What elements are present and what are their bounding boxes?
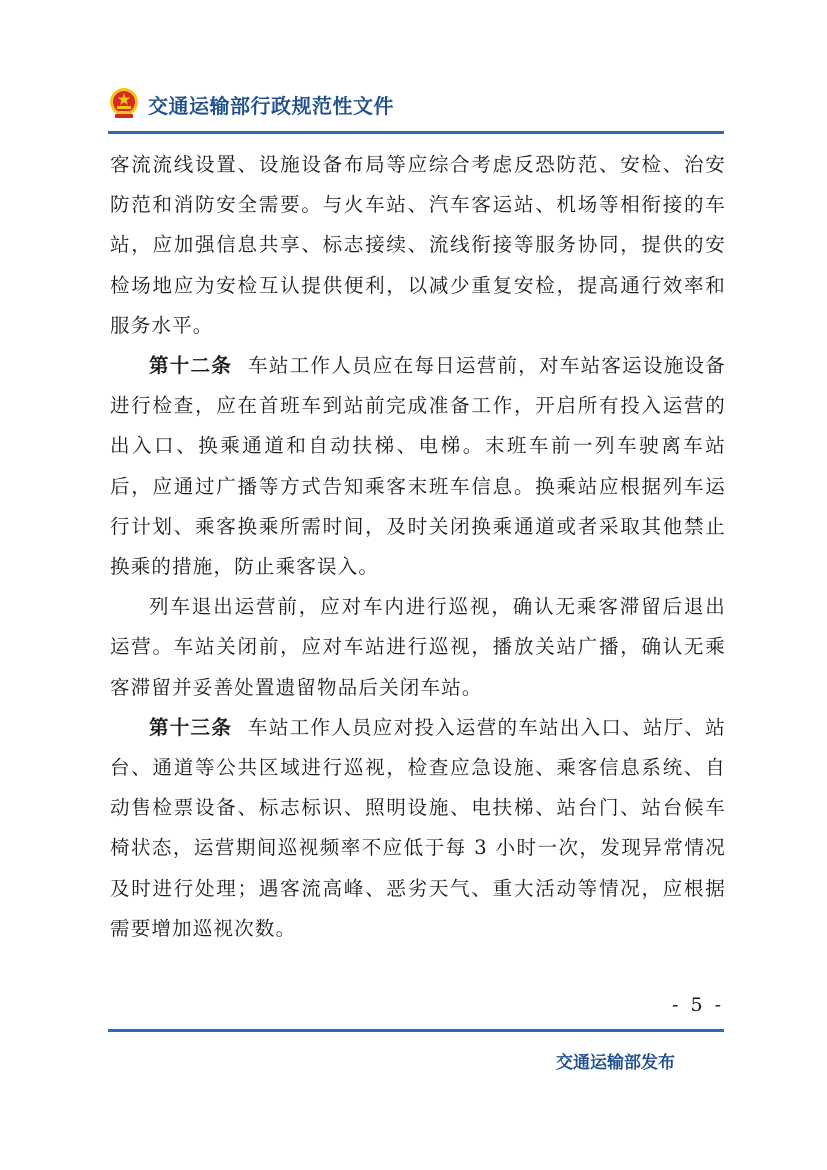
article-12-paragraph (110, 346, 726, 587)
document-header (108, 84, 394, 124)
footer-divider (108, 1029, 724, 1032)
article-13-text: 车站工作人员应对投入运营的车站出入口、站厅、站台、通道等公共区域进行巡视，检查应急设施、乘客信息系统、自动售检票设备、标志标识、照明设施、电扶梯、站台门、站台候车椅状态，运营期间巡视频率不应低于每 3 小时一次，发现异常情况及时进行处理；遇客流高峰、恶劣天气、重大活动等情况，应根据需要增加巡视次数。 (110, 715, 726, 940)
article-13-paragraph (110, 708, 726, 949)
publisher-label: 交通运输部发布 (556, 1053, 675, 1073)
page-number: - 5 - (671, 994, 724, 1016)
article-12-label: 第十二条 (149, 354, 233, 378)
header-title: 交通运输部行政规范性文件 (148, 93, 394, 118)
header-divider (108, 131, 724, 134)
article-12-second-paragraph: 列车退出运营前，应对车内进行巡视，确认无乘客滞留后退出运营。车站关闭前，应对车站进行巡视，播放关站广播，确认无乘客滞留并妥善处置遗留物品后关闭车站。 (110, 595, 726, 699)
article-13-label: 第十三条 (149, 715, 233, 739)
article-12-text: 车站工作人员应在每日运营前，对车站客运设施设备进行检查，应在首班车到站前完成准备工作，开启所有投入运营的出入口、换乘通道和自动扶梯、电梯。末班车前一列车驶离车站后，应通过广播等方式告知乘客末班车信息。换乘站应根据列车运行计划、乘客换乘所需时间，及时关闭换乘通道或者采取其他禁止换乘的措施，防止乘客误入。 (110, 354, 726, 579)
continuation-paragraph: 客流流线设置、设施设备布局等应综合考虑反恐防范、安检、治安防范和消防安全需要。与火车站、汽车客运站、机场等相衔接的车站，应加强信息共享、标志接续、流线衔接等服务协同，提供的安检场地应为安检互认提供便利，以减少重复安检，提高通行效率和服务水平。 (110, 153, 726, 337)
national-emblem-icon (108, 87, 140, 121)
document-body (110, 145, 726, 949)
